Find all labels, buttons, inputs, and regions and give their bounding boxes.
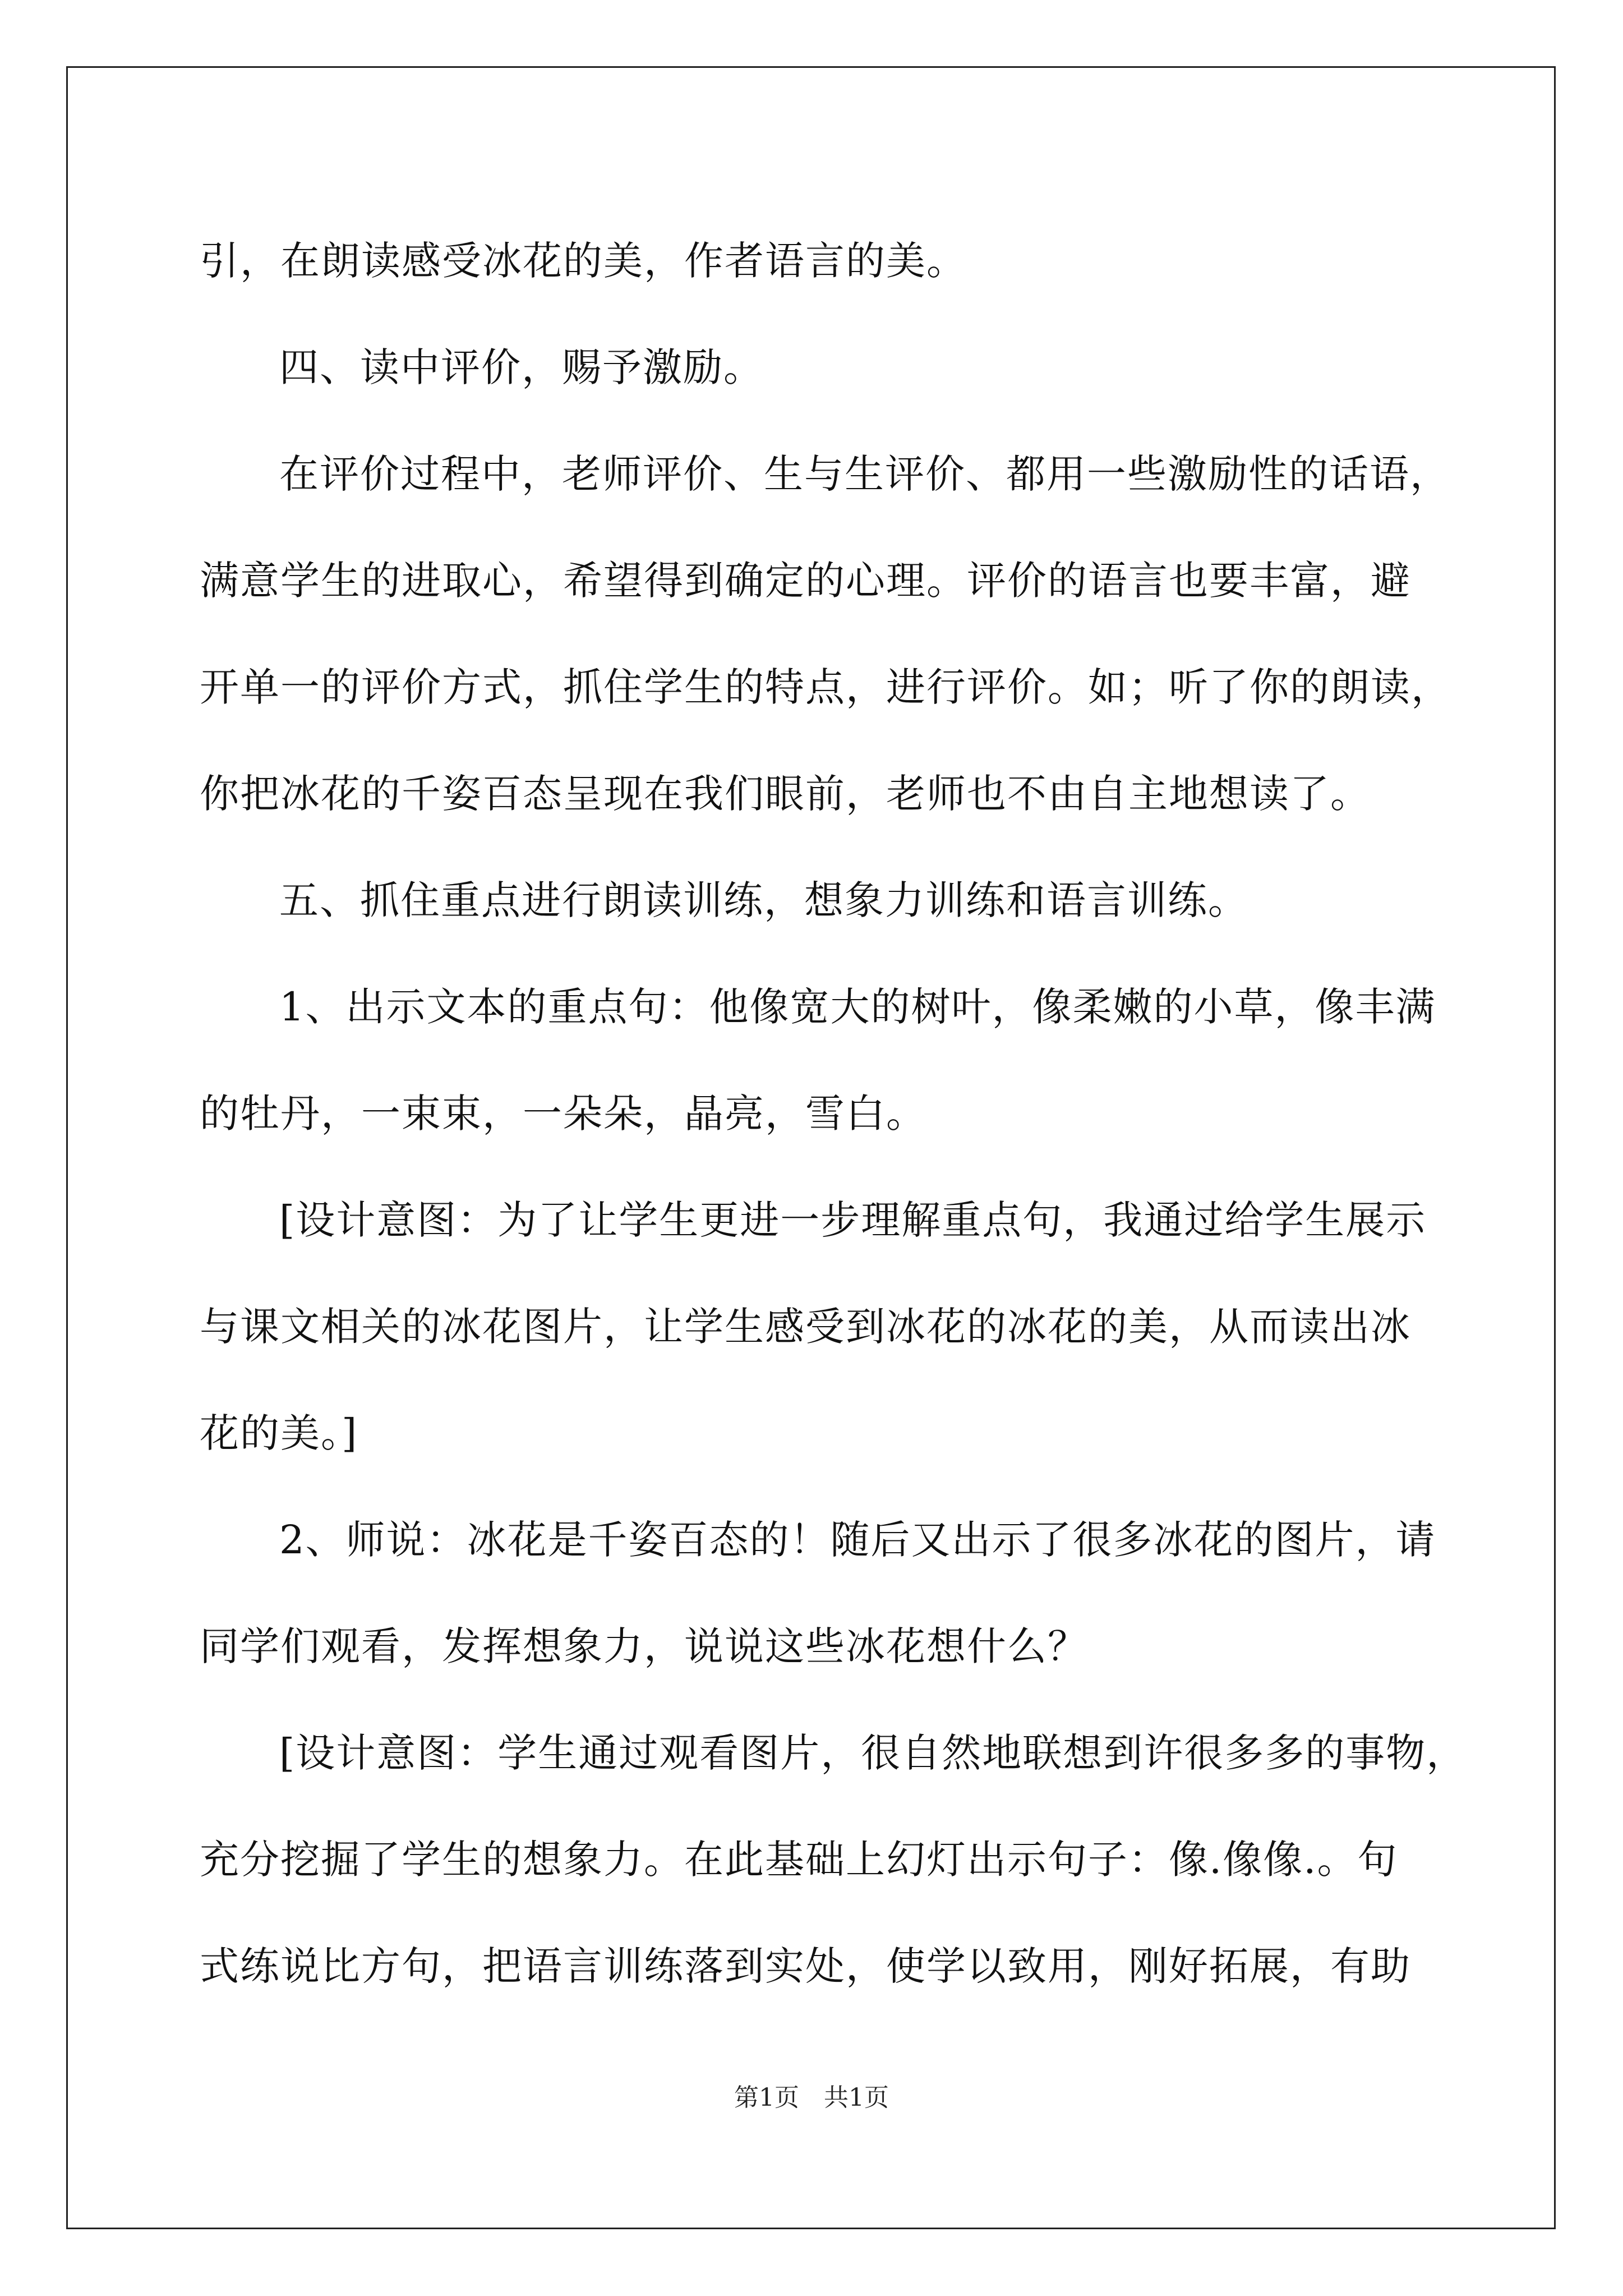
- text-line: 开单一的评价方式，抓住学生的特点，进行评价。如；听了你的朗读，: [200, 664, 1451, 710]
- text-line: 五、抓住重点进行朗读训练，想象力训练和语言训练。: [279, 877, 1248, 923]
- text-line: 在评价过程中，老师评价、生与生评价、都用一些激励性的话语，: [279, 451, 1450, 497]
- text-line: 同学们观看，发挥想象力，说说这些冰花想什么？: [200, 1623, 1088, 1669]
- text-line: 的牡丹，一束束，一朵朵，晶亮，雪白。: [200, 1091, 926, 1137]
- text-line: [设计意图：学生通过观看图片，很自然地联想到许很多多的事物，: [279, 1730, 1467, 1776]
- text-line: 1、出示文本的重点句：他像宽大的树叶，像柔嫩的小草，像丰满: [279, 984, 1436, 1030]
- text-line: 你把冰花的千姿百态呈现在我们眼前，老师也不由自主地想读了。: [200, 771, 1371, 817]
- text-line: 花的美。]: [200, 1410, 358, 1456]
- text-line: 充分挖掘了学生的想象力。在此基础上幻灯出示句子：像.像像.。句: [200, 1837, 1398, 1883]
- text-line: 四、读中评价，赐予激励。: [279, 344, 764, 390]
- text-line: 引，在朗读感受冰花的美，作者语言的美。: [200, 238, 967, 284]
- page-footer: 第1页 共1页: [734, 2083, 889, 2112]
- text-line: 2、师说：冰花是千姿百态的！随后又出示了很多冰花的图片，请: [279, 1517, 1436, 1563]
- text-line: 与课文相关的冰花图片，让学生感受到冰花的冰花的美，从而读出冰: [200, 1304, 1411, 1350]
- text-line: [设计意图：为了让学生更进一步理解重点句，我通过给学生展示: [279, 1197, 1427, 1243]
- text-line: 式练说比方句，把语言训练落到实处，使学以致用，刚好拓展，有助: [200, 1943, 1411, 1989]
- text-line: 满意学生的进取心，希望得到确定的心理。评价的语言也要丰富，避: [200, 558, 1411, 604]
- document-body: [200, 208, 1467, 2019]
